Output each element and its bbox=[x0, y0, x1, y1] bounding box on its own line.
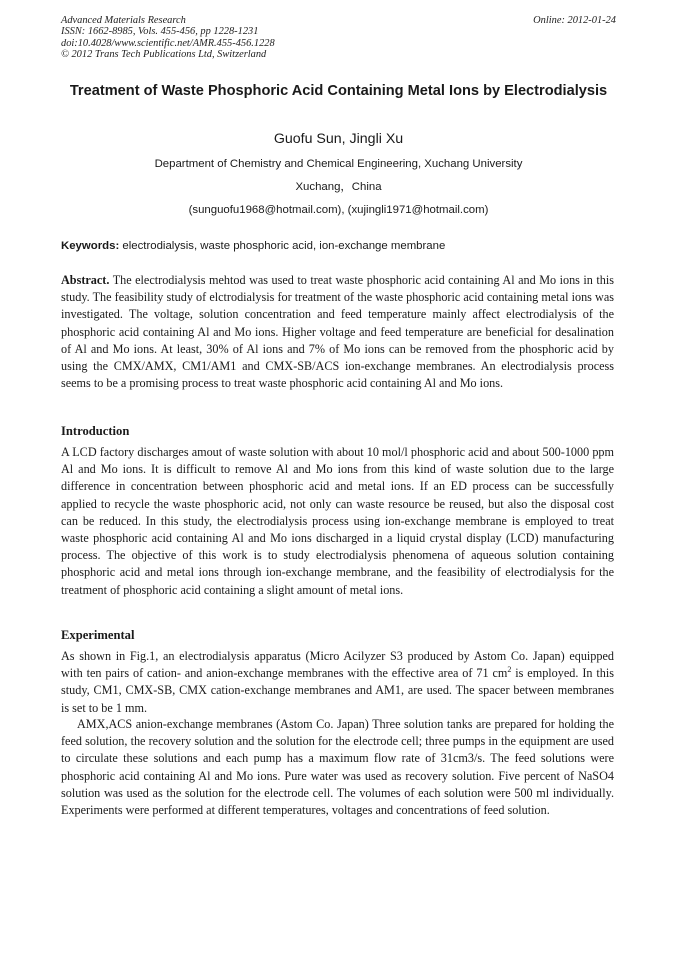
author-emails: (sunguofu1968@hotmail.com), (xujingli1971@hotmail.com) bbox=[188, 204, 489, 216]
affiliation-city: Xuchang，China bbox=[295, 181, 382, 193]
copyright-line: © 2012 Trans Tech Publications Ltd, Switzerland bbox=[61, 49, 267, 61]
experimental-p1-end: is employed. In this study, CM1, CMX-SB, CMX cation-exchange membranes and AM1, are used. The spacer between membranes is set to be 1 mm. bbox=[61, 666, 614, 715]
experimental-paragraph-2: AMX,ACS anion-exchange membranes (Astom Co. Japan) Three solution tanks are prepared for holding the feed solution, the recovery solution and the solution for the electrode cell; three pumps in the equipment are used to circulate these solutions and each pump has a maximum flow rate of 31cm3/s. The feed solutions were phosphoric acid containing Al and Mo ions. Pure water was used as recovery solution. Five percent of NaSO4 solution was used as the solution for the electrode cell. The volumes of each solution were 500 ml individually. Experiments were performed at different temperatures, voltages and concentrations of feed solution. bbox=[61, 717, 614, 818]
authors: Guofu Sun, Jingli Xu bbox=[273, 131, 404, 147]
online-date: Online: 2012-01-24 bbox=[533, 15, 616, 26]
experimental-heading: Experimental bbox=[61, 628, 135, 642]
keywords-text: electrodialysis, waste phosphoric acid, ion-exchange membrane bbox=[122, 240, 446, 252]
introduction-text: A LCD factory discharges amout of waste solution with about 10 mol/l phosphoric acid and about 500-1000 ppm Al and Mo ions. It is difficult to remove Al and Mo ions from this kind of waste solution due to the large difference in concentration between phosphoric acid and metal ions. If an ED process can be successfully applied to recycle the waste phosphoric acid, not only can waste resource be reused, but also the disposal cost can be reduced. In this study, the electrodialysis process using ion-exchange membrane is employed to treat waste phosphoric acid containing Al and Mo ions discharged in a liquid crystal display (LCD) manufacturing process. The objective of this work is to study electrodialysis phenomena of aqueous solution containing phosphoric acid and metal ions through ion-exchange membrane, and the feasibility of electrodialysis for the treatment of phosphoric acid containing a slight amount of metal ions. bbox=[61, 445, 614, 597]
experimental-p1-start: As shown in Fig.1, an electrodialysis apparatus (Micro Acilyzer S3 produced by Astom Co. Japan) equipped with ten pairs of cation- and anion-exchange membranes with the effective area of 71 cm bbox=[61, 649, 614, 681]
doi-line: doi:10.4028/www.scientific.net/AMR.455-456.1228 bbox=[61, 37, 275, 49]
abstract bbox=[61, 272, 614, 392]
journal-header bbox=[61, 15, 616, 61]
affiliation-department: Department of Chemistry and Chemical Engineering, Xuchang University bbox=[154, 158, 523, 170]
introduction-heading: Introduction bbox=[61, 424, 130, 438]
abstract-text: The electrodialysis mehtod was used to treat waste phosphoric acid containing Al and Mo ions in this study. The feasibility study of elctrodialysis for treatment of the waste phosphoric acid containing metal ions was investigated. The voltage, solution concentration and feed temperature mainly affect electrodialysis of the phosphoric acid containing Al and Mo ions. Higher voltage and feed temperature are beneficial for desalination of Al and Mo ions. At least, 30% of Al ions and 7% of Mo ions can be removed from the phosphoric acid by using the CMX/AMX, CM1/AM1 and CMX-SB/ACS ion-exchange membranes. An electrodialysis process seems to be a promising process to treat waste phosphoric acid containing Al and Mo ions. bbox=[61, 273, 615, 391]
abstract-label: Abstract. bbox=[61, 273, 110, 287]
issn-line: ISSN: 1662-8985, Vols. 455-456, pp 1228-1231 bbox=[61, 26, 259, 38]
keywords bbox=[61, 239, 616, 253]
paper-title: Treatment of Waste Phosphoric Acid Containing Metal Ions by Electrodialysis bbox=[69, 83, 608, 99]
keywords-label: Keywords: bbox=[61, 240, 120, 252]
superscript-2: 2 bbox=[507, 665, 512, 675]
journal-name: Advanced Materials Research bbox=[61, 15, 186, 26]
experimental-paragraph-1 bbox=[61, 648, 614, 717]
